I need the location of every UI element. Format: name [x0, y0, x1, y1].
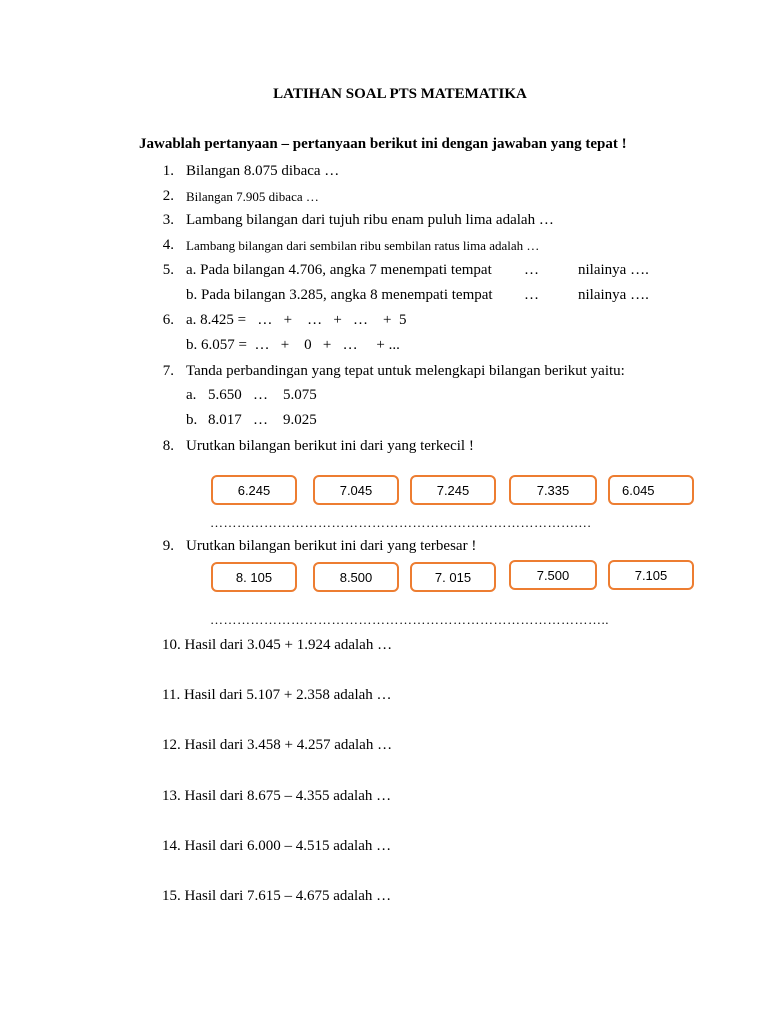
number-box: 7.045	[313, 475, 399, 505]
question-number: 6.	[162, 312, 174, 328]
question-text: Lambang bilangan dari tujuh ribu enam puluh lima adalah …	[186, 212, 554, 228]
number-box: 6.045	[608, 475, 694, 505]
question-text: 14. Hasil dari 6.000 – 4.515 adalah …	[162, 838, 392, 854]
blank-5b: …	[524, 287, 539, 303]
blank-5a: …	[524, 262, 539, 278]
value-5a: nilainya ….	[578, 262, 649, 278]
number-box: 7. 015	[410, 562, 496, 592]
answer-line: ……………………………………………………………………….…	[210, 515, 592, 530]
question-text: Urutkan bilangan berikut ini dari yang terbesar !	[186, 538, 477, 554]
question-text: 15. Hasil dari 7.615 – 4.675 adalah …	[162, 888, 392, 904]
question-text-6b: b. 6.057 = … + 0 + … + ...	[186, 337, 400, 353]
question-text-5a: a. Pada bilangan 4.706, angka 7 menempati tempat	[186, 262, 492, 278]
question-text: Bilangan 7.905 dibaca …	[186, 189, 319, 204]
answer-line: ……………………………………………………………………………..	[210, 612, 609, 627]
question-number: 9.	[162, 538, 174, 554]
question-text: 10. Hasil dari 3.045 + 1.924 adalah …	[162, 637, 393, 653]
question-number: 4.	[162, 237, 174, 253]
sub-label: a.	[186, 387, 197, 403]
number-box: 7.245	[410, 475, 496, 505]
question-text-5b: b. Pada bilangan 3.285, angka 8 menempati tempat	[186, 287, 493, 303]
question-text: 11. Hasil dari 5.107 + 2.358 adalah …	[162, 687, 392, 703]
question-text: 12. Hasil dari 3.458 + 4.257 adalah …	[162, 737, 393, 753]
number-box: 8.500	[313, 562, 399, 592]
comparison-a: 5.650 … 5.075	[208, 387, 317, 403]
question-text: Tanda perbandingan yang tepat untuk melengkapi bilangan berikut yaitu:	[186, 363, 625, 379]
question-number: 5.	[162, 262, 174, 278]
question-number: 7.	[162, 363, 174, 379]
question-text: Urutkan bilangan berikut ini dari yang terkecil !	[186, 438, 474, 454]
question-number: 8.	[162, 438, 174, 454]
question-text: Bilangan 8.075 dibaca …	[186, 163, 340, 179]
number-box: 7.105	[608, 560, 694, 590]
question-text-6a: a. 8.425 = … + … + … + 5	[186, 312, 407, 328]
question-text: 13. Hasil dari 8.675 – 4.355 adalah …	[162, 788, 392, 804]
number-box: 8. 105	[211, 562, 297, 592]
question-number: 1.	[162, 163, 174, 179]
value-5b: nilainya ….	[578, 287, 649, 303]
sub-label: b.	[186, 412, 198, 428]
number-box: 7.500	[509, 560, 597, 590]
page-title: LATIHAN SOAL PTS MATEMATIKA	[273, 86, 527, 102]
instruction: Jawablah pertanyaan – pertanyaan berikut ini dengan jawaban yang tepat !	[139, 136, 627, 152]
question-number: 2.	[162, 188, 174, 204]
number-box: 6.245	[211, 475, 297, 505]
number-box: 7.335	[509, 475, 597, 505]
comparison-b: 8.017 … 9.025	[208, 412, 317, 428]
question-text: Lambang bilangan dari sembilan ribu sembilan ratus lima adalah …	[186, 238, 540, 253]
question-number: 3.	[162, 212, 174, 228]
